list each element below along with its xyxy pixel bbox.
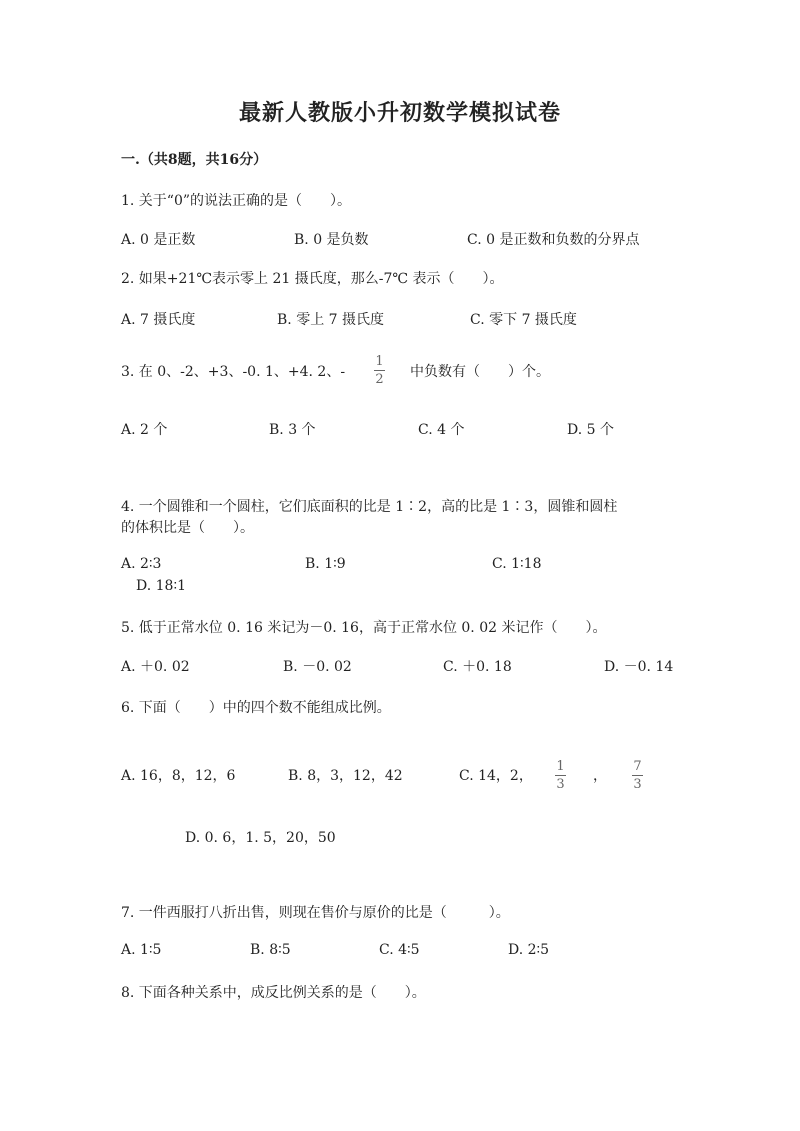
question-7-stem: 7. 一件西服打八折出售，则现在售价与原价的比是（ ）。: [121, 905, 510, 921]
question-4-option-b: B. 1∶9: [305, 556, 346, 572]
question-2-option-b: B. 零上 7 摄氏度: [277, 312, 384, 328]
section-header: 一.（共8题，共16分）: [121, 152, 268, 168]
question-3-option-c: C. 4 个: [418, 422, 465, 438]
question-4-option-c: C. 1∶18: [492, 556, 542, 572]
question-5-stem: 5. 低于正常水位 0. 16 米记为－0. 16，高于正常水位 0. 02 米记作（ ）。: [121, 620, 607, 636]
page-title: 最新人教版小升初数学模拟试卷: [238, 100, 561, 126]
question-8-stem: 8. 下面各种关系中，成反比例关系的是（ ）。: [121, 985, 426, 1001]
fraction-bar: [374, 370, 385, 371]
question-3-stem-end: 中负数有（ ）个。: [410, 364, 550, 380]
question-6-stem: 6. 下面（ ）中的四个数不能组成比例。: [121, 700, 391, 716]
question-3-option-b: B. 3 个: [269, 422, 316, 438]
question-3-stem-start: 3. 在 0、-2、+3、-0. 1、+4. 2、-: [121, 364, 346, 380]
fraction-numerator: 1: [375, 354, 384, 369]
question-5-option-a: A. ＋0. 02: [121, 659, 190, 675]
question-6-option-d: D. 0. 6，1. 5，20，50: [185, 830, 336, 846]
fraction-one-third: [555, 760, 566, 791]
fraction-denominator: 2: [375, 372, 384, 387]
question-6-option-b: B. 8，3，12，42: [288, 768, 403, 784]
fraction-separator-comma: ，: [593, 768, 607, 784]
fraction-bar: [555, 775, 566, 776]
question-1-option-c: C. 0 是正数和负数的分界点: [467, 232, 640, 248]
question-2-option-c: C. 零下 7 摄氏度: [470, 312, 577, 328]
question-7-option-b: B. 8∶5: [250, 942, 291, 958]
question-6-option-a: A. 16，8，12，6: [121, 768, 236, 784]
fraction-one-half: [374, 355, 385, 386]
question-4-stem-line-1: 4. 一个圆锥和一个圆柱，它们底面积的比是 1∶2，高的比是 1∶3，圆锥和圆柱: [121, 499, 618, 515]
fraction-seven-thirds: [632, 760, 643, 791]
question-4-stem-line-2: 的体积比是（ ）。: [121, 520, 254, 536]
question-5-option-c: C. ＋0. 18: [443, 659, 512, 675]
question-1-option-b: B. 0 是负数: [294, 232, 369, 248]
fraction-numerator: 7: [633, 759, 642, 774]
question-1-stem: 1. 关于“0”的说法正确的是（ ）。: [121, 193, 352, 209]
question-4-option-d: D. 18∶1: [136, 578, 186, 594]
fraction-denominator: 3: [633, 777, 642, 792]
question-3-option-d: D. 5 个: [567, 422, 614, 438]
question-4-option-a: A. 2∶3: [121, 556, 162, 572]
question-1-option-a: A. 0 是正数: [121, 232, 196, 248]
question-5-option-d: D. －0. 14: [604, 659, 674, 675]
question-7-option-d: D. 2∶5: [508, 942, 550, 958]
question-7-option-c: C. 4∶5: [379, 942, 420, 958]
question-2-stem: 2. 如果+21℃表示零上 21 摄氏度，那么-7℃ 表示（ ）。: [121, 271, 504, 287]
fraction-numerator: 1: [556, 759, 565, 774]
question-3-option-a: A. 2 个: [121, 422, 168, 438]
question-7-option-a: A. 1∶5: [121, 942, 162, 958]
question-6-option-c: C. 14，2，: [459, 768, 533, 784]
fraction-bar: [632, 775, 643, 776]
fraction-denominator: 3: [556, 777, 565, 792]
question-5-option-b: B. －0. 02: [283, 659, 352, 675]
question-2-option-a: A. 7 摄氏度: [121, 312, 196, 328]
